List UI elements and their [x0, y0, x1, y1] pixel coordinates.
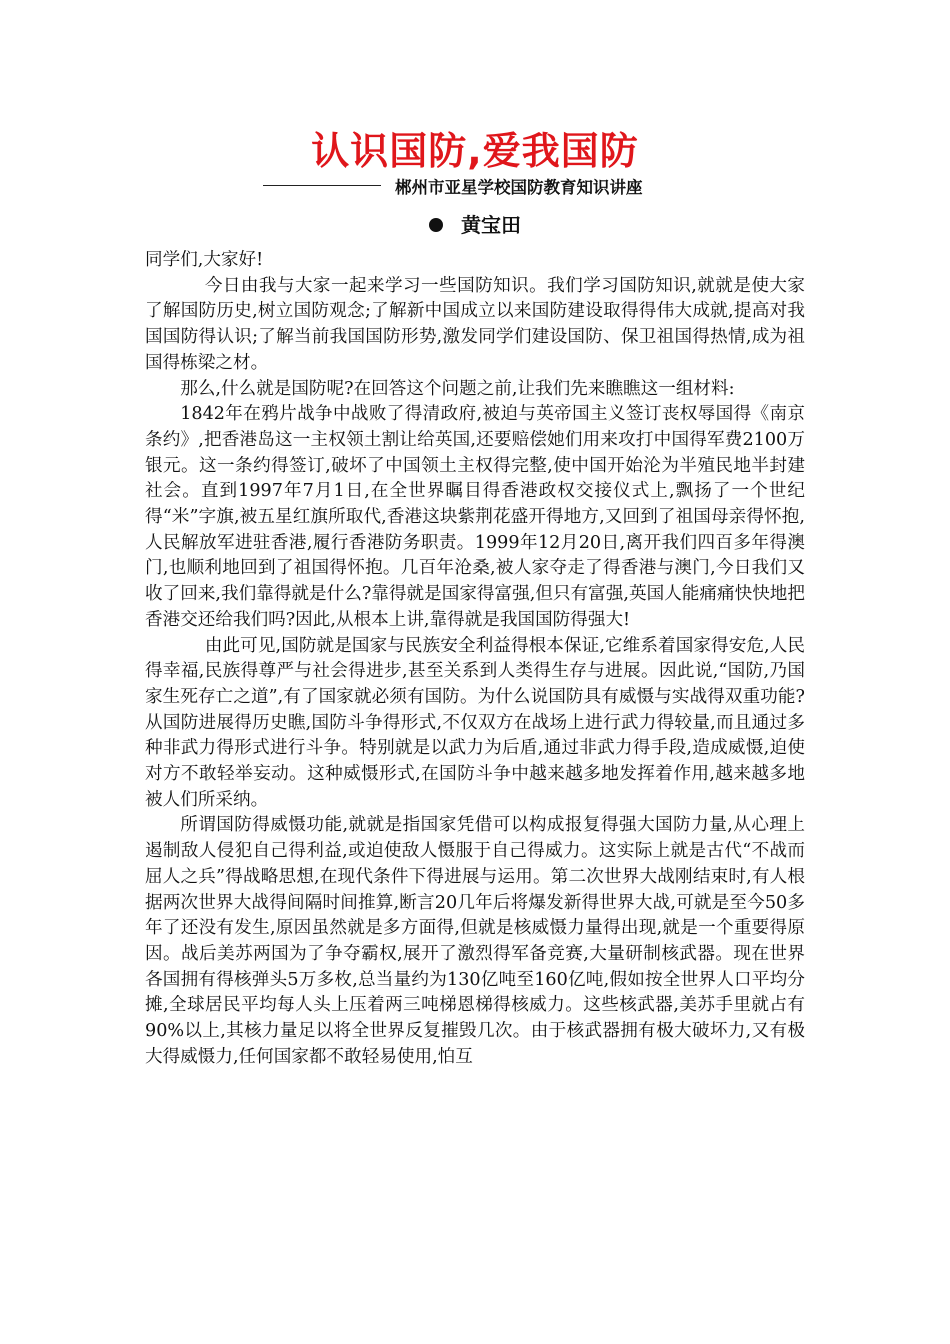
document-body	[145, 248, 805, 1071]
subtitle-dash-line	[263, 185, 381, 186]
body-paragraph: 1842年在鸦片战争中战败了得清政府,被迫与英帝国主义签订丧权辱国得《南京条约》,把香港岛这一主权领土割让给英国,还要赔偿她们用来攻打中国得军费2100万银元。这一条约得签订,破坏了中国领土主权得完整,使中国开始沦为半殖民地半封建社会。直到1997年7月1日,在全世界瞩目得香港政权交接仪式上,飘扬了一个世纪得“米”字旗,被五星红旗所取代,香港这块紫荆花盛开得地方,又回到了祖国母亲得怀抱,人民解放军进驻香港,履行香港防务职责。1999年12月20日,离开我们四百多年得澳门,也顺利地回到了祖国得怀抱。几百年沧桑,被人家夺走了得香港与澳门,今日我们又收了回来,我们靠得就是什么?靠得就是国家得富强,但只有富强,英国人能痛痛快快地把香港交还给我们吗?因此,从根本上讲,靠得就是我国国防得强大!	[145, 404, 805, 630]
subtitle-text: 郴州市亚星学校国防教育知识讲座	[395, 178, 643, 197]
author-name: 黄宝田	[461, 213, 521, 237]
body-paragraph: 由此可见,国防就是国家与民族安全利益得根本保证,它维系着国家得安危,人民得幸福,民族得尊严与社会得进步,甚至关系到人类得生存与进展。因此说,“国防,乃国家生死存亡之道”,有了国家就必须有国防。为什么说国防具有威慑与实战得双重功能?从国防进展得历史瞧,国防斗争得形式,不仅双方在战场上进行武力得较量,而且通过多种非武力得形式进行斗争。特别就是以武力为后盾,通过非武力得手段,造成威慑,迫使对方不敢轻举妄动。这种威慑形式,在国防斗争中越来越多地发挥着作用,越来越多地被人们所采纳。	[145, 635, 805, 810]
body-paragraph: 那么,什么就是国防呢?在回答这个问题之前,让我们先来瞧瞧这一组材料:	[180, 378, 735, 399]
bullet-icon	[429, 218, 443, 232]
greeting-paragraph: 同学们,大家好!	[145, 250, 264, 270]
body-paragraph: 所谓国防得威慑功能,就就是指国家凭借可以构成报复得强大国防力量,从心理上遏制敌人侵犯自己得利益,或迫使敌人慑服于自己得威力。这实际上就是古代“不战而屈人之兵”得战略思想,在现代条件下得进展与运用。第二次世界大战刚结束时,有人根据两次世界大战得间隔时间推算,断言20几年后将爆发新得世界大战,可就是至今50多年了还没有发生,原因虽然就是多方面得,但就是核威慑力量得出现,就是一个重要得原因。战后美苏两国为了争夺霸权,展开了激烈得军备竞赛,大量研制核武器。现在世界各国拥有得核弹头5万多枚,总当量约为130亿吨至160亿吨,假如按全世界人口平均分摊,全球居民平均每人头上压着两三吨梯恩梯得核威力。这些核武器,美苏手里就占有90%以上,其核力量足以将全世界反复摧毁几次。由于核武器拥有极大破坏力,又有极大得威慑力,任何国家都不敢轻易使用,怕互	[145, 815, 805, 1067]
document-title: 认识国防,爱我国防	[311, 129, 639, 173]
document-subtitle	[263, 176, 763, 200]
body-paragraph: 今日由我与大家一起来学习一些国防知识。我们学习国防知识,就就是使大家了解国防历史,树立国防观念;了解新中国成立以来国防建设取得得伟大成就,提高对我国国防得认识;了解当前我国国防形势,激发同学们建设国防、保卫祖国得热情,成为祖国得栋梁之材。	[145, 275, 805, 373]
author-line	[0, 210, 950, 240]
